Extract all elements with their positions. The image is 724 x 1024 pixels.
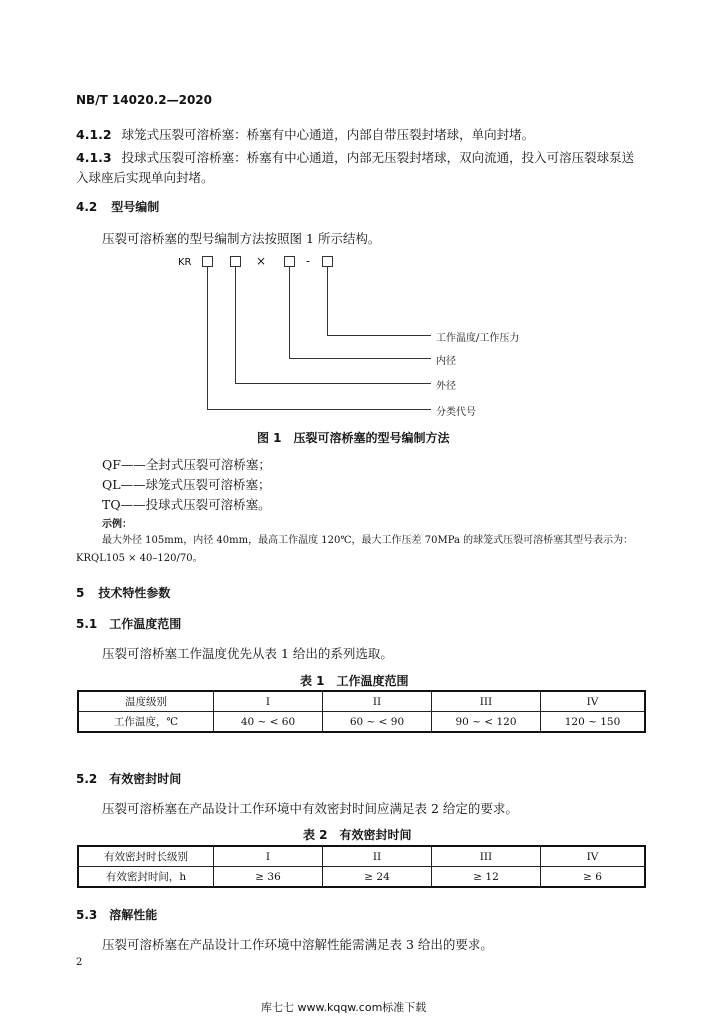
placeholder-box-outer-diameter <box>230 256 241 267</box>
table-row: 有效密封时长级别 I II III IV <box>78 846 645 867</box>
table-2-caption: 表 2 有效密封时间 <box>303 828 412 842</box>
leader-line <box>289 358 431 359</box>
placeholder-box-category <box>202 256 213 267</box>
clause-continuation: 入球座后实现单向封堵。 <box>76 170 214 185</box>
leader-line <box>235 383 431 384</box>
times-sign: × <box>256 254 267 268</box>
clause-text: 球笼式压裂可溶桥塞：桥塞有中心通道，内部自带压裂封堵球，单向封堵。 <box>121 127 535 142</box>
clause-4-1-3 <box>76 148 634 166</box>
example-label: 示例： <box>102 519 132 530</box>
table-2-effective-sealing-time <box>77 845 646 888</box>
clause-number: 4.1.3 <box>76 150 112 165</box>
code-ql: QL——球笼式压裂可溶桥塞； <box>102 477 271 492</box>
leader-line <box>235 267 236 383</box>
label-outer-diameter: 外径 <box>436 381 456 392</box>
section-5-1-intro: 压裂可溶桥塞工作温度优先从表 1 给出的系列选取。 <box>102 646 393 661</box>
section-5-2-intro: 压裂可溶桥塞在产品设计工作环境中有效密封时间应满足表 2 给定的要求。 <box>102 801 518 816</box>
table-row: 工作温度，℃ 40 ~ < 60 60 ~ < 90 90 ~ < 120 120 ~ 150 <box>78 712 645 733</box>
placeholder-box-inner-diameter <box>284 256 295 267</box>
leader-line <box>327 335 431 336</box>
placeholder-box-temp-pressure <box>322 256 333 267</box>
leader-line <box>207 409 431 410</box>
leader-line <box>289 267 290 358</box>
section-4-2-heading: 4.2 型号编制 <box>76 200 160 214</box>
clause-4-1-2 <box>76 125 534 143</box>
clause-number: 4.1.2 <box>76 127 112 142</box>
table-1-caption: 表 1 工作温度范围 <box>300 674 409 688</box>
diagram-prefix: KR <box>178 257 192 268</box>
leader-line <box>207 267 208 409</box>
section-5-heading: 5 技术特性参数 <box>76 586 171 600</box>
leader-line <box>327 267 328 335</box>
section-5-1-heading: 5.1 工作温度范围 <box>76 617 182 631</box>
label-temp-pressure: 工作温度/工作压力 <box>436 333 520 344</box>
label-category-code: 分类代号 <box>436 407 476 418</box>
dash-sign: - <box>306 254 311 268</box>
clause-text: 投球式压裂可溶桥塞：桥塞有中心通道，内部无压裂封堵球，双向流通，投入可溶压裂球泵送 <box>121 150 635 165</box>
section-5-3-heading: 5.3 溶解性能 <box>76 908 158 922</box>
example-model-code: KRQL105 × 40–120/70。 <box>76 553 203 564</box>
section-5-3-intro: 压裂可溶桥塞在产品设计工作环境中溶解性能需满足表 3 给出的要求。 <box>102 937 493 952</box>
label-inner-diameter: 内径 <box>436 356 456 367</box>
code-qf: QF——全封式压裂可溶桥塞； <box>102 457 271 472</box>
footer-watermark: 库七七 www.kqqw.com标准下载 <box>261 1001 427 1014</box>
page-number: 2 <box>76 957 83 968</box>
section-4-2-intro: 压裂可溶桥塞的型号编制方法按照图 1 所示结构。 <box>102 231 381 246</box>
table-1-working-temperature <box>77 690 646 733</box>
code-tq: TQ——投球式压裂可溶桥塞。 <box>102 497 271 512</box>
table-row: 温度级别 I II III IV <box>78 691 645 712</box>
section-5-2-heading: 5.2 有效密封时间 <box>76 772 182 786</box>
standard-number: NB/T 14020.2—2020 <box>76 93 212 107</box>
table-row: 有效密封时间，h ≥ 36 ≥ 24 ≥ 12 ≥ 6 <box>78 867 645 888</box>
example-text: 最大外径 105mm，内径 40mm，最高工作温度 120℃，最大工作压差 70MPa 的球笼式压裂可溶桥塞其型号表示为： <box>102 535 634 546</box>
figure-1-caption: 图 1 压裂可溶桥塞的型号编制方法 <box>257 431 450 445</box>
